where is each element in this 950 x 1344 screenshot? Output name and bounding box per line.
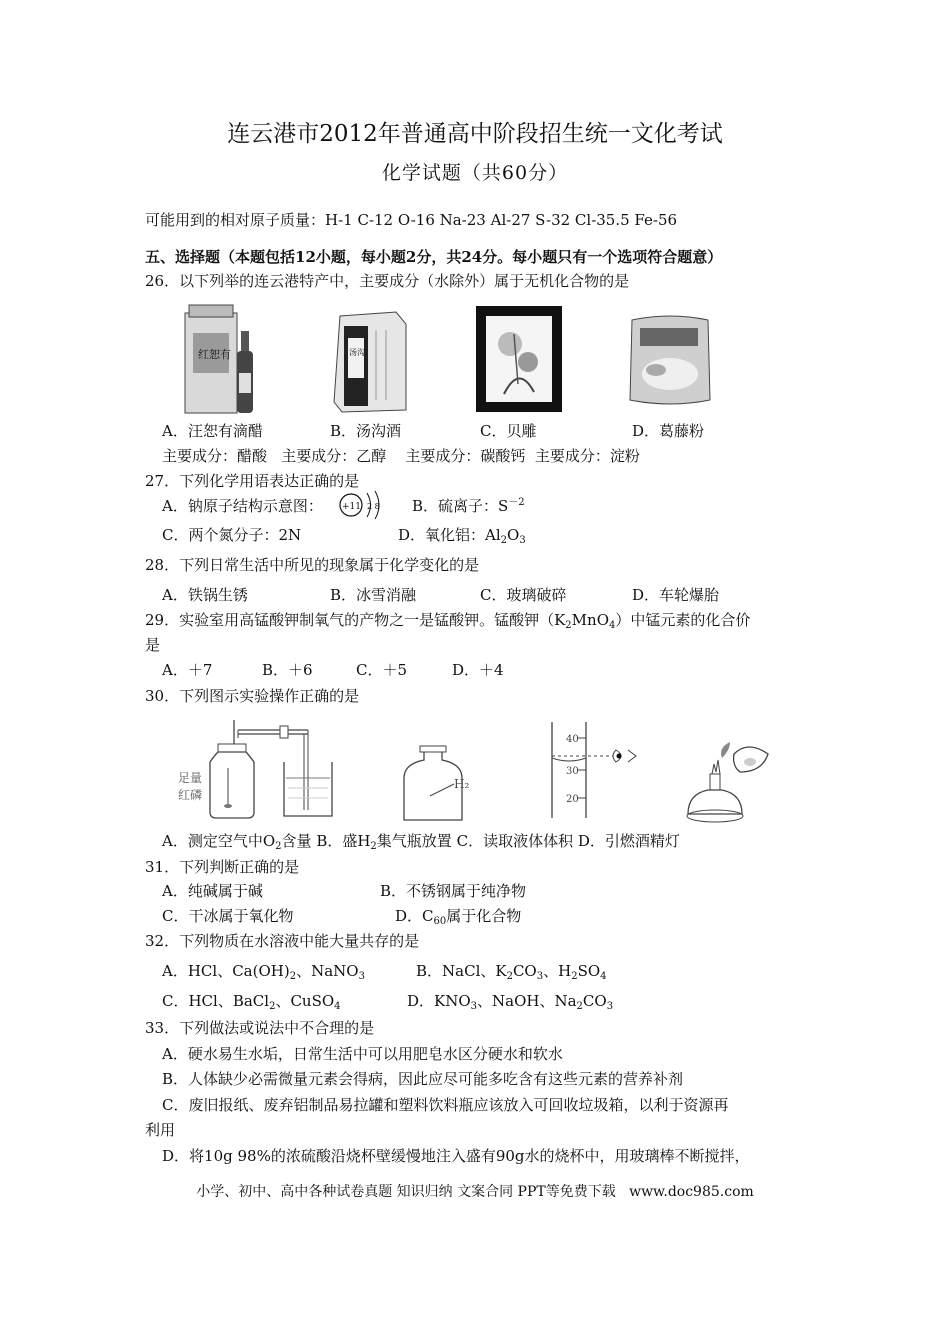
q26-photo-shell-carving [474,304,566,418]
q30-stem: 30．下列图示实验操作正确的是 [145,687,360,705]
q27-d-o: O [507,526,520,544]
q33-option-d: D．将10g 98%的浓硫酸沿烧杯壁缓慢地注入盛有90g水的烧杯中，用玻璃棒不断搅拌， [162,1147,750,1165]
q32-b-7: SO [577,962,601,980]
sodium-shells: 2 8 [367,502,380,511]
q32-option-d [407,991,613,1011]
q32-d-4: 2 [576,1001,583,1012]
q32-b-4: 3 [536,971,544,982]
q29-option-b: B．＋6 [262,661,313,679]
q32-option-c [162,991,341,1011]
q29-sub-2: 4 [609,620,616,631]
q32-stem: 32．下列物质在水溶液中能大量共存的是 [145,932,420,950]
q26-photo-liquor [330,310,410,418]
q27-d-sub-2: 3 [519,535,526,546]
q26-option-b: B．汤沟酒 [330,422,402,440]
exam-title: 连云港市2012年普通高中阶段招生统一文化考试 [227,121,723,147]
q31-d-sub: 60 [433,916,447,927]
q32-a-3: 、NaNO [296,962,359,980]
exam-subtitle: 化学试题（共60分） [381,162,569,184]
q33-stem: 33．下列做法或说法中不合理的是 [145,1019,375,1037]
footer: 小学、初中、高中各种试卷真题 知识归纳 文案合同 PPT等免费下载 www.doc985.com [196,1184,754,1200]
q31-option-b: B．不锈钢属于纯净物 [380,882,527,900]
q28-stem: 28．下列日常生活中所见的现象属于化学变化的是 [145,556,480,574]
vinegar-box-label: 红恕有 [198,348,231,361]
q31-d-1: D．C [395,907,434,925]
q29-sub-1: 2 [565,620,572,631]
q32-b-1: B．NaCl、K [416,962,507,980]
q27-option-b-text: B．硫离子：S [412,497,509,515]
q30-cap-b-1: B．盛H [316,832,371,850]
q31-stem: 31．下列判断正确的是 [145,858,300,876]
q32-a-4: 3 [358,971,365,982]
q33-option-c: C．废旧报纸、废弃铝制品易拉罐和塑料饮料瓶应该放入可回收垃圾箱，以利于资源再 [162,1096,729,1114]
scale-20: 20 [566,794,579,805]
q33-option-c-cont: 利用 [145,1121,176,1139]
q29-stem-1: 29．实验室用高锰酸钾制氧气的产物之一是锰酸钾。锰酸钾（K [145,611,566,629]
q29-stem [145,610,750,630]
q32-d-5: CO [582,992,607,1010]
q27-option-c: C．两个氮分子：2N [162,526,302,544]
q32-c-3: 、CuSO [275,992,335,1010]
q26-photo-kudzu-powder [626,312,714,412]
q30-cap-a-sub: 2 [275,841,282,852]
q33-option-b: B．人体缺少必需微量元素会得病，因此应尽可能多吃含有这些元素的营养补剂 [162,1070,684,1088]
scale-30: 30 [566,766,579,777]
q27-d-sub-1: 2 [500,535,508,546]
q30-fig-b-gas-bottle [398,744,478,828]
q29-option-c: C．＋5 [356,661,408,679]
q32-b-5: 、H [543,962,572,980]
q32-c-2: 2 [269,1001,276,1012]
q27-option-d [398,525,526,545]
q32-option-a [162,961,365,981]
q29-option-a: A．＋7 [162,661,213,679]
q27-option-a [162,496,323,516]
q32-d-2: 3 [470,1001,478,1012]
q30-captions [162,831,680,851]
q26-components: 主要成分：醋酸 主要成分：乙醇 主要成分：碳酸钙 主要成分：淀粉 [162,447,640,465]
fig-b-h2-label: H₂ [454,777,470,791]
q29-stem-2: MnO [571,611,609,629]
q28-option-d: D．车轮爆胎 [632,586,720,604]
q32-d-6: 3 [606,1001,614,1012]
fig-a-label-1: 足量 [178,771,203,785]
q30-cap-c: C．读取液体体积 [456,832,574,850]
q26-option-d: D．葛藤粉 [632,422,705,440]
q32-c-4: 4 [334,1001,341,1012]
q30-fig-c-graduated-cylinder [546,720,646,824]
q32-b-3: CO [512,962,537,980]
liquor-box-label: 汤沟 [349,348,365,357]
sulfide-charge: －2 [508,497,525,508]
q29-stem-3: ）中锰元素的化合价 [615,611,751,629]
q30-cap-d: D．引燃酒精灯 [577,832,680,850]
q33-option-a: A．硬水易生水垢，日常生活中可以用肥皂水区分硬水和软水 [162,1045,563,1063]
q28-option-b: B．冰雪消融 [330,586,417,604]
q26-stem: 26．以下列举的连云港特产中，主要成分（水除外）属于无机化合物的是 [145,272,630,290]
scale-40: 40 [566,734,579,745]
sodium-atom-diagram [338,488,388,526]
q27-option-a-text: A．钠原子结构示意图： [162,497,323,515]
q26-option-c: C．贝雕 [480,422,537,440]
q30-cap-b-sub: 2 [370,841,377,852]
q29-option-d: D．＋4 [452,661,504,679]
q32-a-1: A．HCl、Ca(OH) [162,962,290,980]
q26-option-a: A．汪恕有滴醋 [162,422,263,440]
q32-b-2: 2 [506,971,513,982]
q30-cap-a-2: 含量 [281,832,312,850]
q30-cap-b-2: 集气瓶放置 [376,832,452,850]
atomic-masses: 可能用到的相对原子质量：H-1 C-12 O-16 Na-23 Al-27 S-32 Cl-35.5 Fe-56 [145,211,678,229]
q32-d-3: 、NaOH、Na [477,992,577,1010]
q28-option-a: A．铁锅生锈 [162,586,248,604]
fig-a-label-2: 红磷 [178,788,203,802]
q31-option-d [395,906,521,926]
q32-b-6: 2 [571,971,578,982]
q31-d-2: 属于化合物 [446,907,522,925]
q27-stem: 27．下列化学用语表达正确的是 [145,472,360,490]
q32-d-1: D．KNO [407,992,471,1010]
q32-b-8: 4 [600,971,607,982]
section-title: 五、选择题（本题包括12小题，每小题2分，共24分。每小题只有一个选项符合题意） [145,248,723,266]
q27-option-d-text: D．氧化铝：Al [398,526,501,544]
q30-cap-a-1: A．测定空气中O [162,832,276,850]
q30-fig-a-air-oxygen [176,718,336,826]
q32-c-1: C．HCl、BaCl [162,992,270,1010]
sodium-nucleus: +11 [342,502,361,512]
q26-photo-vinegar [183,303,265,419]
q29-stem-cont: 是 [145,636,161,654]
q32-a-2: 2 [289,971,297,982]
q32-option-b [416,961,607,981]
q27-option-b [412,496,525,516]
q31-option-c: C．干冰属于氧化物 [162,907,294,925]
q28-option-c: C．玻璃破碎 [480,586,567,604]
q31-option-a: A．纯碱属于碱 [162,882,263,900]
q30-fig-d-alcohol-lamp [678,738,774,830]
